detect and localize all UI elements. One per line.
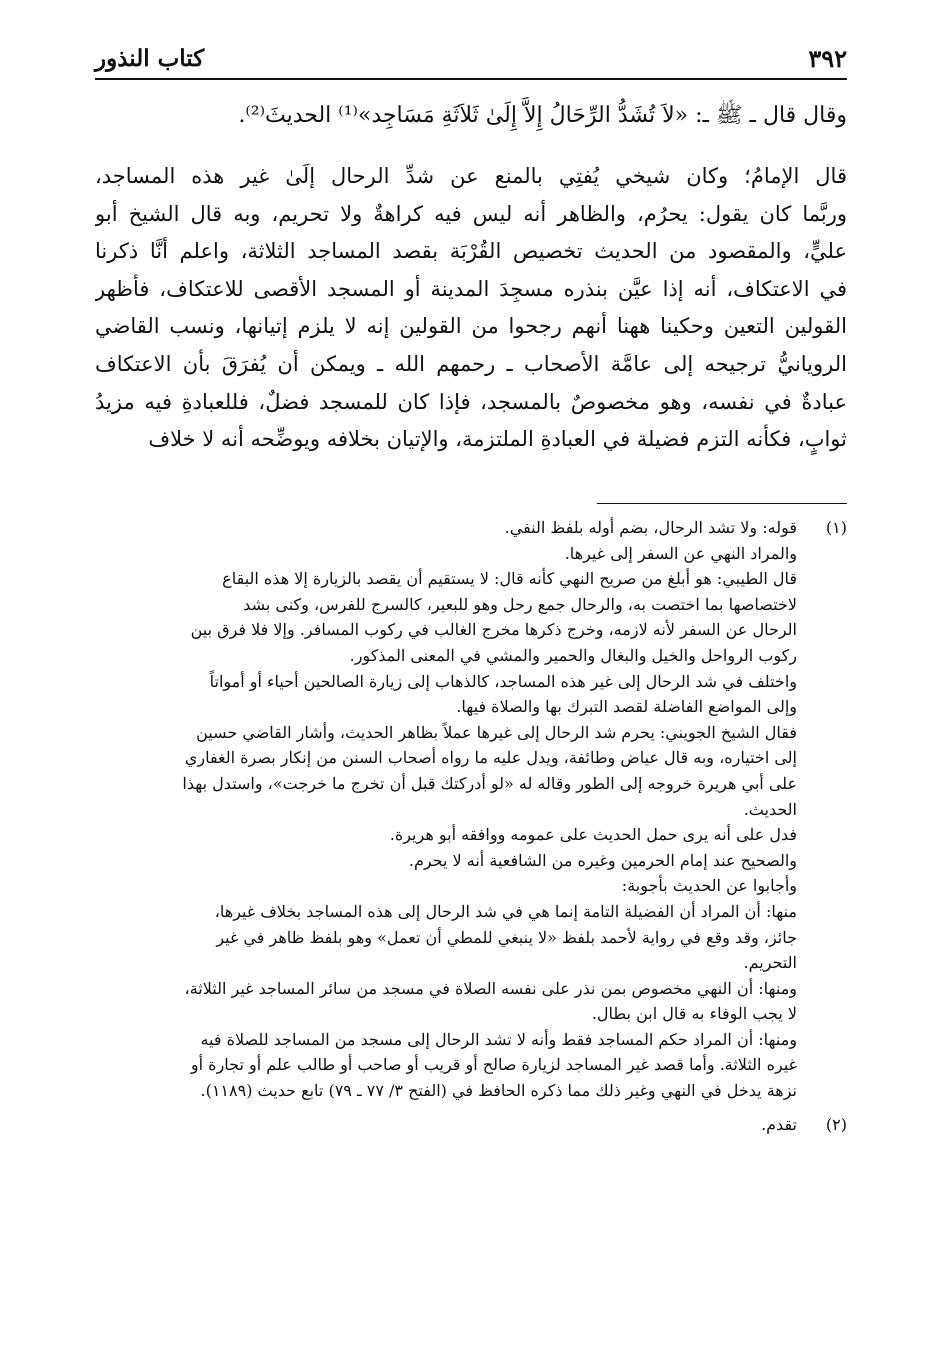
footnote-1-line: وإلى المواضع الفاضلة لقصد التبرك بها والصلاة فيها. (456, 697, 797, 717)
footnote-1-line: نزهة يدخل في النهي وغير ذلك مما ذكره الحافظ في (الفتح ٣/ ٧٧ ـ ٧٩) تابع حديث (١١٨٩). (200, 1081, 797, 1101)
footnote-1-text: قوله: ولا تشد الرحال، بضم أوله بلفظ النفي. (504, 518, 797, 537)
page-number: ٣٩٢ (808, 43, 847, 73)
footnote-1-line: ومنها: أن النهي مخصوص بمن نذر على نفسه الصلاة في مسجد من سائر المساجد غير الثلاثة، (184, 978, 797, 998)
footnote-gap (95, 1104, 847, 1112)
main-text (95, 98, 847, 459)
footnote-1-line: وأجابوا عن الحديث بأجوبة: (621, 876, 797, 896)
body-line: عليٍّ، والمقصود من الحديث تخصيص القُرْبَة بقصد المساجد الثلاثة، واعلم أنَّا ذكرنا (95, 239, 847, 264)
body-line: عبادةٌ في نفسه، وهو مخصوصٌ بالمسجد، فإذا كان للمسجد فضلٌ، فللعبادةِ فيه مزيدُ (95, 389, 847, 414)
footnote-1-line: لا يجب الوفاء به قال ابن بطال. (591, 1004, 797, 1024)
body-paragraph (95, 158, 847, 459)
footnote-1-line: الرحال عن السفر لأنه لازمه، وخرج ذكرها مخرج الغالب في ركوب المسافر. وإلا فلا فرق بين (190, 620, 797, 640)
footnote-1-line: ركوب الرواحل والخيل والبغال والحمير والمشي في المعنى المذكور. (349, 645, 797, 665)
footnote-1-line: والصحيح عند إمام الحرمين وغيره من الشافعية أنه لا يحرم. (408, 850, 797, 870)
footnote-1-line: واختلف في شد الرحال إلى غير هذه المساجد، كالذهاب إلى زيارة الصالحين أحياء أو أمواتاً (209, 671, 797, 691)
footnote-1-line: والمراد النهي عن السفر إلى غيرها. (564, 543, 797, 563)
footnote-1-line (95, 515, 847, 541)
footnote-1-line: غيره الثلاثة. وأما قصد غير المساجد لزيارة صالح أو قريب أو صاحب أو طالب علم أو تجارة أو (190, 1055, 797, 1075)
footnote-1-line: الحديث. (743, 799, 797, 819)
footnotes (95, 515, 847, 1137)
footnote-1-line: قال الطيبي: هو أبلغ من صريح النهي كأنه قال: لا يستقيم أن يقصد بالزيارة إلا هذه البقاع (222, 569, 797, 589)
body-line: القولين التعين وحكينا ههنا أنهم رجحوا من القولين إنه لا يلزم إتيانها، ونسب القاضي (95, 314, 847, 339)
hadith-line: وقال قال ـ ﷺ ـ: «لاَ تُشَدُّ الرِّحَالُ إِلاَّ إِلَىٰ ثَلاَثَةِ مَسَاجِد»⁽¹⁾ الحديثَ⁽²⁾. (238, 103, 847, 128)
footnote-1-line: فقال الشيخ الجويني: يحرم شد الرحال إلى غيرها عملاً بظاهر الحديث، وأشار القاضي حسين (196, 722, 797, 742)
body-line: وربَّما كان يقول: يحرُم، والظاهر أنه ليس فيه كراهةٌ ولا تحريم، وبه قال الشيخ أبو (95, 201, 847, 226)
body-line: قال الإمامُ؛ وكان شيخي يُفتِي بالمنع عن شدِّ الرحال إلَىٰ غير هذه المساجد، (95, 164, 847, 188)
footnote-1-line: جائز، وقد وقع في رواية لأحمد بلفظ «لا ينبغي للمطي أن تعمل» وهو بلفظ ظاهر في غير (216, 927, 797, 947)
footnote-1-line: منها: أن المراد أن الفضيلة التامة إنما هي في شد الرحال إلى هذه المساجد بخلاف غيرها، (214, 901, 797, 921)
footnote-2-line (95, 1112, 847, 1138)
body-line: في الاعتكاف، أنه إذا عيَّن بنذره مسجِدَ المدينة أو المسجد الأقصى للاعتكاف، فأظهر (95, 276, 847, 301)
footnote-2-number: (٢) (825, 1114, 847, 1134)
body-line: ثوابٍ، فكأنه التزم فضيلة في العبادةِ الملتزمة، والإتيان بخلافه ويوضِّحه أنه لا خلاف (148, 427, 847, 452)
footnote-separator (597, 503, 847, 504)
footnote-1-line: فدل على أنه يرى حمل الحديث على عمومه ووافقه أبو هريرة. (389, 825, 797, 845)
footnote-1-line: إلى اختياره، وبه قال عياض وطائفة، ويدل عليه ما رواه أصحاب السنن من إنكار بصرة الغفاري (184, 748, 797, 768)
body-line: الرويانيُّ ترجيحه إلى عامَّة الأصحاب ـ رحمهم الله ـ ويمكن أن يُفرَقَ بأن الاعتكاف (95, 351, 847, 376)
page-header (95, 38, 847, 80)
footnote-1-line: لاختصاصها بما اختصت به، والرحال جمع رحل وهو للبعير، كالسرج للفرس، وكنى بشد (243, 594, 797, 614)
footnote-1-line: على أبي هريرة خروجه إلى الطور وقاله له «لو أدركتك قبل أن تخرج ما خرجت»، واستدل بهذا (182, 773, 797, 793)
footnote-1-number: (١) (825, 518, 847, 537)
footnote-2-text: تقدم. (761, 1114, 797, 1134)
running-title: كتاب النذور (95, 44, 205, 72)
footnote-1-line: ومنها: أن المراد حكم المساجد فقط وأنه لا تشد الرحال إلى مسجد من المساجد للصلاة فيه (200, 1029, 797, 1049)
footnote-1-line: التحريم. (743, 953, 797, 973)
